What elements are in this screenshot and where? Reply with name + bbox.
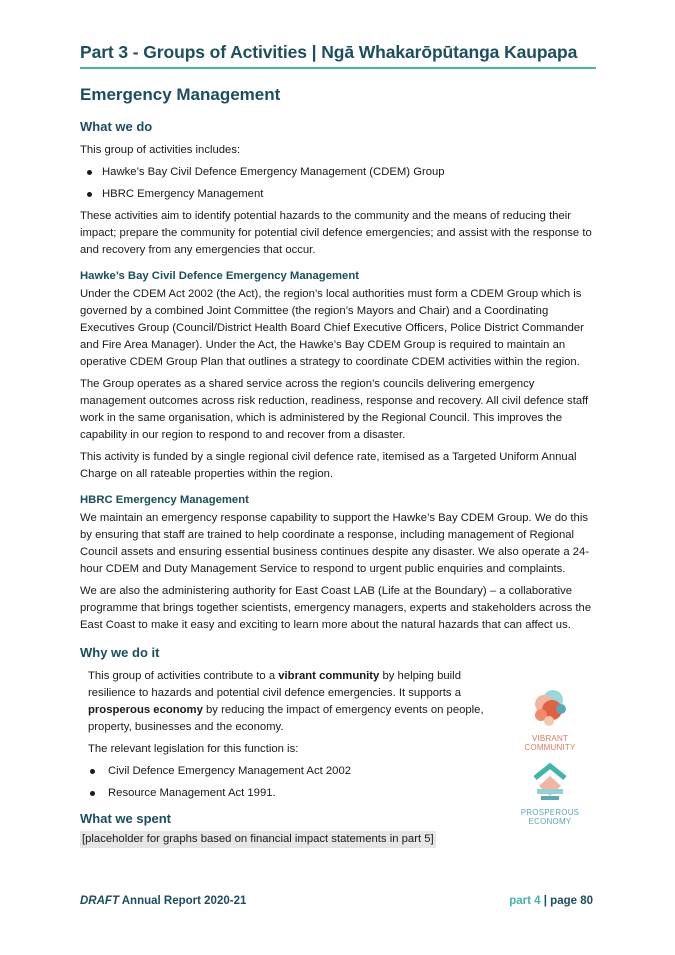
vibrant-community-icon [527, 688, 573, 728]
paragraph: This activity is funded by a single regional civil defence rate, itemised as a Targeted Uniform Annual Charge on all rateable properties within the region. [80, 451, 577, 480]
why-paragraph: This group of activities contribute to a vibrant community by helping build resilience to hazards and potential civil defence emergencies. It supports a prosperous economy by reducing the impact of emergency events on people, property, businesses and the economy. [88, 670, 484, 733]
prosperous-label: PROSPEROUS [520, 808, 580, 817]
paragraph: Under the CDEM Act 2002 (the Act), the region’s local authorities must form a CDEM Group which is governed by a combined Joint Committee (the region’s Mayors and Chair) and a Coordinating Executives Group (Council/District Health Board Chief Executive Officers, Police District Commander and Fire Area Manager). Under the Act, the Hawke’s Bay CDEM Group is required to maintain an operative CDEM Group Plan that outlines a strategy to coordinate CDEM activities within the region. [80, 288, 584, 368]
title-divider [80, 67, 596, 69]
what-we-spent-heading: What we spent [80, 811, 172, 826]
vibrant-label: VIBRANT [531, 734, 569, 743]
community-outcome-icons [520, 688, 580, 826]
main-content [80, 118, 598, 848]
list-item: Resource Management Act 1991. [88, 785, 496, 802]
why-text [80, 668, 496, 802]
legislation-intro: The relevant legislation for this function is: [88, 743, 299, 755]
paragraph: We are also the administering authority for East Coast LAB (Life at the Boundary) – a collaborative programme that brings together scientists, emergency managers, experts and stakeholders across the East Coast to make it easy and exciting to learn more about the natural hazards that can affect us. [80, 585, 592, 631]
hbrc-em-heading: HBRC Emergency Management [80, 494, 249, 506]
what-we-do-summary: These activities aim to identify potential hazards to the community and the means of reducing their impact; prepare the community for potential civil defence emergencies; and assist with the response to and recovery from any emergencies that occur. [80, 210, 592, 256]
prosperous-economy-icon [527, 762, 573, 802]
activities-list [80, 164, 598, 203]
section-title: Emergency Management [80, 85, 281, 104]
vibrant-community-emphasis: vibrant community [278, 670, 380, 682]
economy-label: ECONOMY [528, 817, 572, 826]
list-item: Civil Defence Emergency Management Act 2002 [88, 763, 496, 780]
paragraph: The Group operates as a shared service across the region’s councils delivering emergency management outcomes across risk reduction, readiness, response and recovery. All civil defence staff work in the same organisation, which is administered by the Regional Council. This improves the capability in our region to respond to and recover from a disaster. [80, 378, 589, 441]
list-item: Hawke’s Bay Civil Defence Emergency Management (CDEM) Group [80, 164, 598, 181]
what-we-do-heading: What we do [80, 119, 153, 134]
list-item: HBRC Emergency Management [80, 186, 598, 203]
graph-placeholder: [placeholder for graphs based on financial impact statements in part 5] [80, 831, 436, 848]
what-we-do-intro: This group of activities includes: [80, 144, 241, 156]
why-we-do-it-heading: Why we do it [80, 645, 160, 660]
hb-cdem-heading: Hawke’s Bay Civil Defence Emergency Management [80, 270, 359, 282]
paragraph: We maintain an emergency response capability to support the Hawke’s Bay CDEM Group. We do this by ensuring that staff are trained to help coordinate a response, including management of Regional Council assets and ensuring essential business continues despite any disaster. We also operate a 24-hour CDEM and Duty Management Service to respond to urgent public enquiries and complaints. [80, 512, 590, 575]
footer-page-number: part 4 | page 80 [509, 895, 593, 907]
part-title: Part 3 - Groups of Activities | Ngā Whakarōpūtanga Kaupapa [80, 42, 578, 62]
community-label: COMMUNITY [524, 743, 576, 752]
footer-report-title: DRAFT Annual Report 2020-21 [80, 895, 247, 907]
prosperous-economy-emphasis: prosperous economy [88, 704, 203, 716]
legislation-list [88, 763, 496, 802]
